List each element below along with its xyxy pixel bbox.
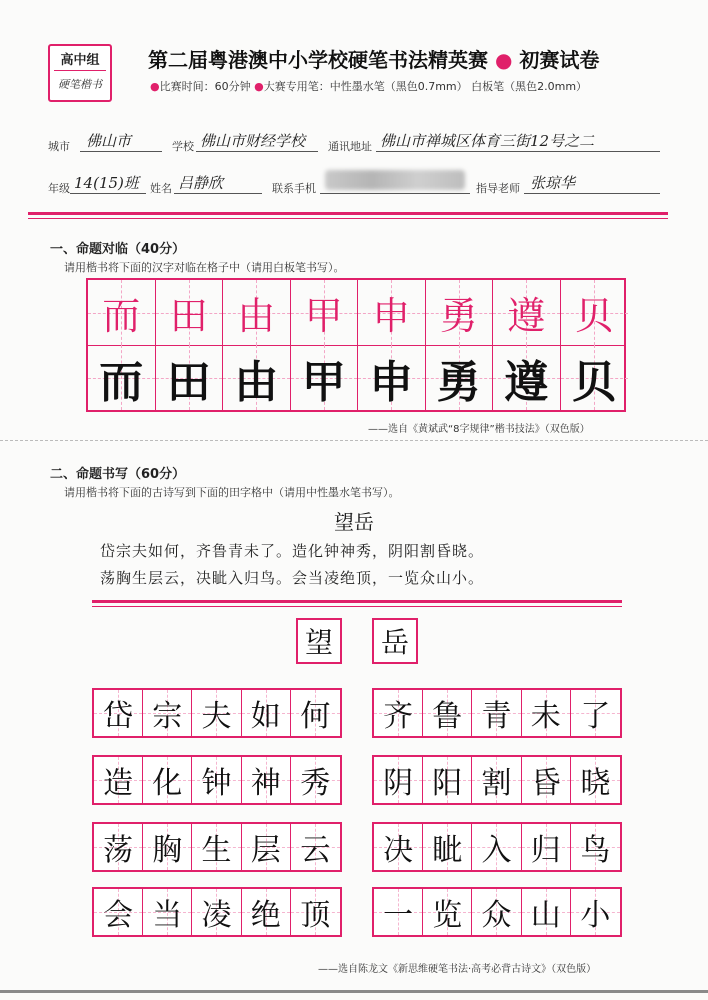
grid-cell[interactable] xyxy=(374,757,423,803)
grid-cell xyxy=(223,280,291,345)
grid-cell[interactable] xyxy=(472,824,521,870)
writing-row-left xyxy=(92,688,342,738)
handwritten-character: 割 xyxy=(481,766,512,801)
grid-cell xyxy=(426,280,494,345)
grid-cell xyxy=(291,280,359,345)
grid-cell[interactable] xyxy=(423,824,472,870)
handwritten-character: 胸 xyxy=(152,833,183,868)
writing-row-left xyxy=(92,822,342,872)
grid-cell[interactable] xyxy=(192,889,241,935)
handwritten-character: 鲁 xyxy=(432,699,463,734)
model-character: 而 xyxy=(102,294,141,338)
copied-character: 申 xyxy=(369,356,414,408)
grid-cell[interactable] xyxy=(374,824,423,870)
grid-cell[interactable] xyxy=(493,345,561,410)
title-char-box[interactable] xyxy=(372,618,418,664)
grid-cell[interactable] xyxy=(192,690,241,736)
handwritten-character: 入 xyxy=(481,833,512,868)
bullet-icon: ● xyxy=(150,80,160,93)
phone-redacted xyxy=(325,170,465,190)
name-value[interactable]: 吕静欣 xyxy=(178,174,224,192)
handwritten-character: 当 xyxy=(152,898,183,933)
page-title xyxy=(148,44,599,73)
grid-cell[interactable] xyxy=(156,345,224,410)
city-label: 城市 xyxy=(48,140,70,153)
handwritten-character: 宗 xyxy=(152,699,183,734)
name-label: 姓名 xyxy=(150,182,172,195)
school-label: 学校 xyxy=(172,140,194,153)
copied-character: 勇 xyxy=(436,356,481,408)
handwritten-character: 凌 xyxy=(201,898,232,933)
grid-cell[interactable] xyxy=(143,690,192,736)
grid-cell[interactable] xyxy=(291,345,359,410)
grid-cell[interactable] xyxy=(88,345,156,410)
handwritten-character: 阴 xyxy=(383,766,414,801)
handwritten-character: 生 xyxy=(201,833,232,868)
handwritten-character: 秀 xyxy=(300,766,331,801)
handwritten-character: 钟 xyxy=(201,766,232,801)
info-time: 比赛时间：60分钟 xyxy=(159,80,251,93)
handwritten-character: 昏 xyxy=(530,766,561,801)
handwritten-character: 归 xyxy=(530,833,561,868)
copied-character: 而 xyxy=(99,356,144,408)
grid-cell[interactable] xyxy=(223,345,291,410)
grid-cell xyxy=(88,280,156,345)
handwritten-character: 如 xyxy=(250,699,281,734)
grid-cell[interactable] xyxy=(291,690,340,736)
teacher-underline xyxy=(524,192,660,194)
header-divider xyxy=(28,212,668,215)
city-value[interactable]: 佛山市 xyxy=(86,132,132,150)
handwritten-character: 神 xyxy=(250,766,281,801)
grade-value[interactable]: 14(15)班 xyxy=(74,174,139,192)
city-underline xyxy=(80,150,162,152)
handwritten-character: 了 xyxy=(580,699,611,734)
copied-character: 遵 xyxy=(504,356,549,408)
header-divider-thin xyxy=(28,218,668,219)
handwritten-character: 览 xyxy=(432,898,463,933)
title-character: 岳 xyxy=(380,626,409,659)
handwritten-character: 造 xyxy=(103,766,134,801)
grid-cell[interactable] xyxy=(374,889,423,935)
grid-cell[interactable] xyxy=(143,889,192,935)
section1-instruction: 请用楷书将下面的汉字对临在格子中（请用白板笔书写）。 xyxy=(64,261,345,274)
badge-category-label: 硬笔楷书 xyxy=(58,78,102,91)
writing-row-left xyxy=(92,887,342,937)
writing-row-right xyxy=(372,822,622,872)
badge-group-label: 高中组 xyxy=(60,53,100,68)
title-char-box[interactable] xyxy=(296,618,342,664)
grid-cell[interactable] xyxy=(472,690,521,736)
handwritten-character: 层 xyxy=(250,833,281,868)
model-character: 由 xyxy=(237,294,276,338)
model-character: 甲 xyxy=(304,294,343,338)
model-character: 遵 xyxy=(507,294,546,338)
handwritten-character: 夫 xyxy=(201,699,232,734)
address-label: 通讯地址 xyxy=(328,140,372,153)
grid-cell xyxy=(493,280,561,345)
grid-cell xyxy=(561,280,629,345)
handwritten-character: 决 xyxy=(383,833,414,868)
grid-cell[interactable] xyxy=(571,757,620,803)
school-value[interactable]: 佛山市财经学校 xyxy=(200,132,306,150)
group-badge xyxy=(48,44,112,102)
grid-cell[interactable] xyxy=(192,757,241,803)
grid-cell[interactable] xyxy=(561,345,629,410)
handwritten-character: 化 xyxy=(152,766,183,801)
grid-cell[interactable] xyxy=(94,824,143,870)
grid-cell[interactable] xyxy=(522,889,571,935)
grid-cell xyxy=(358,280,426,345)
handwritten-character: 阳 xyxy=(432,766,463,801)
grid-cell[interactable] xyxy=(143,757,192,803)
writing-row-right xyxy=(372,887,622,937)
handwritten-character: 何 xyxy=(300,699,331,734)
handwritten-character: 绝 xyxy=(250,898,281,933)
section2-instruction: 请用楷书将下面的古诗写到下面的田字格中（请用中性墨水笔书写）。 xyxy=(64,486,400,499)
grid-cell[interactable] xyxy=(94,690,143,736)
section1-source: ——选自《黄斌武“8字规律”楷书技法》（双色版） xyxy=(368,424,590,435)
handwritten-character: 顶 xyxy=(300,898,331,933)
grade-underline xyxy=(70,192,146,194)
handwritten-character: 鸟 xyxy=(580,833,611,868)
grid-cell[interactable] xyxy=(291,889,340,935)
name-underline xyxy=(174,192,262,194)
grid-cell[interactable] xyxy=(242,889,291,935)
grid-cell[interactable] xyxy=(242,690,291,736)
address-value[interactable]: 佛山市禅城区体育三街12号之二 xyxy=(380,132,595,150)
title-main: 第二届粤港澳中小学校硬笔书法精英赛 xyxy=(148,48,488,72)
grid-cell[interactable] xyxy=(522,824,571,870)
grid-cell[interactable] xyxy=(571,824,620,870)
handwritten-character: 小 xyxy=(580,898,611,933)
grid-cell[interactable] xyxy=(571,690,620,736)
handwritten-character: 山 xyxy=(530,898,561,933)
copied-character: 由 xyxy=(234,356,279,408)
handwritten-character: 一 xyxy=(383,898,414,933)
copied-character: 田 xyxy=(166,356,211,408)
handwritten-character: 未 xyxy=(530,699,561,734)
grid-cell[interactable] xyxy=(358,345,426,410)
handwritten-character: 眦 xyxy=(432,833,463,868)
handwritten-character: 荡 xyxy=(103,833,134,868)
writing-area-top-rule-thin xyxy=(92,606,622,607)
info-pen: 大赛专用笔：中性墨水笔（黑色0.7mm） 白板笔（黑色2.0mm） xyxy=(263,80,588,93)
handwritten-character: 青 xyxy=(481,699,512,734)
grid-cell[interactable] xyxy=(522,690,571,736)
grid-cell[interactable] xyxy=(571,889,620,935)
grid-cell[interactable] xyxy=(472,757,521,803)
handwritten-character: 齐 xyxy=(383,699,414,734)
section-separator xyxy=(0,440,708,441)
bullet-icon: ● xyxy=(254,80,264,93)
section2-heading: 二、命题书写（60分） xyxy=(50,467,186,482)
grid-cell[interactable] xyxy=(143,824,192,870)
title-suffix: 初赛试卷 xyxy=(519,48,600,72)
model-character: 贝 xyxy=(575,294,614,338)
school-underline xyxy=(196,150,318,152)
grid-cell[interactable] xyxy=(423,690,472,736)
handwritten-character: 会 xyxy=(103,898,134,933)
handwritten-character: 众 xyxy=(481,898,512,933)
grid-cell[interactable] xyxy=(94,889,143,935)
grid-cell[interactable] xyxy=(291,757,340,803)
model-character: 田 xyxy=(169,294,208,338)
handwritten-character: 岱 xyxy=(103,699,134,734)
teacher-value[interactable]: 张琼华 xyxy=(530,174,576,192)
grid-cell[interactable] xyxy=(472,889,521,935)
phone-underline xyxy=(320,192,470,194)
handwritten-character: 云 xyxy=(300,833,331,868)
copied-character: 甲 xyxy=(301,356,346,408)
section1-heading: 一、命题对临（40分） xyxy=(50,242,186,257)
title-bullet-icon: ● xyxy=(488,48,520,72)
writing-area-top-rule xyxy=(92,600,622,603)
poem-title: 望岳 xyxy=(334,510,374,534)
bottom-edge xyxy=(0,990,708,993)
copy-grid xyxy=(86,278,626,412)
grid-cell[interactable] xyxy=(242,757,291,803)
address-underline xyxy=(376,150,660,152)
grid-cell[interactable] xyxy=(423,757,472,803)
title-character: 望 xyxy=(304,626,333,659)
grid-cell[interactable] xyxy=(423,889,472,935)
handwritten-character: 晓 xyxy=(580,766,611,801)
grid-cell[interactable] xyxy=(426,345,494,410)
writing-row-left xyxy=(92,755,342,805)
phone-label: 联系手机 xyxy=(272,182,316,195)
grid-cell xyxy=(156,280,224,345)
poem-line-1: 岱宗夫如何，齐鲁青未了。造化钟神秀，阴阳割昏晓。 xyxy=(100,542,485,560)
grid-cell[interactable] xyxy=(242,824,291,870)
grid-cell[interactable] xyxy=(374,690,423,736)
copied-character: 贝 xyxy=(572,356,617,408)
badge-divider xyxy=(54,70,106,71)
grid-cell[interactable] xyxy=(94,757,143,803)
competition-info xyxy=(150,78,587,94)
model-character: 勇 xyxy=(439,294,478,338)
section2-source: ——选自陈龙文《新思维硬笔书法·高考必背古诗文》（双色版） xyxy=(318,964,597,975)
poem-line-2: 荡胸生层云，决眦入归鸟。会当凌绝顶，一览众山小。 xyxy=(100,569,485,587)
teacher-label: 指导老师 xyxy=(476,182,520,195)
grid-cell[interactable] xyxy=(291,824,340,870)
writing-row-right xyxy=(372,755,622,805)
grid-cell[interactable] xyxy=(192,824,241,870)
grid-cell[interactable] xyxy=(522,757,571,803)
model-character: 申 xyxy=(372,294,411,338)
grade-label: 年级 xyxy=(48,182,70,195)
writing-row-right xyxy=(372,688,622,738)
